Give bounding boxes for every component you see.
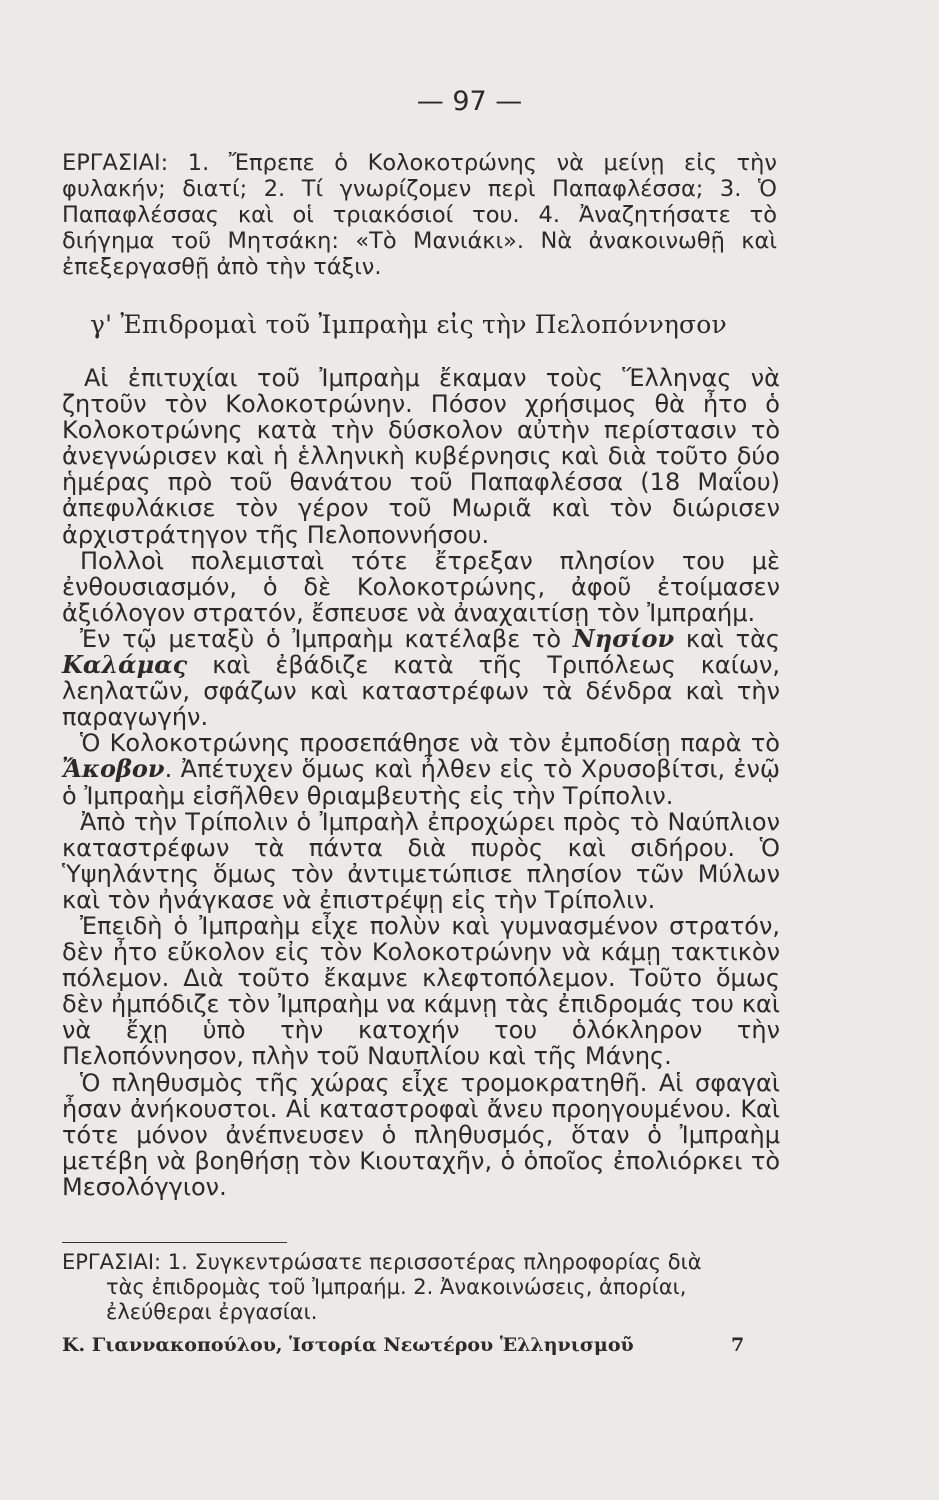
paragraph: Ὁ πληθυσμὸς τῆς χώρας εἶχε τρομοκρατηθῆ. Αἱ σφαγαὶ ἦσαν ἀνήκουστοι. Αἱ καταστροφαὶ ἄνευ προηγουμένου. Καὶ τότε μόνον ἀνέπνευσεν ὁ πληθυσμός, ὅταν ὁ Ἰμπραὴμ μετέβη νὰ βοηθήσῃ τὸν Κιουταχῆν, ὁ ὁποῖος ἐπολιόρκει τὸ Μεσολόγγιον. — [62, 1068, 780, 1201]
exercises-label: ΕΡΓΑΣΙΑΙ: — [62, 1250, 162, 1274]
exercises-bottom — [62, 1250, 777, 1325]
signature-number: 7 — [731, 1334, 745, 1356]
paragraph-text: Ἐν τῷ μεταξὺ ὁ Ἰμπραὴμ κατέλαβε τὸ — [80, 624, 573, 653]
place-name-kalamas: Καλάμας — [62, 650, 188, 680]
paragraph-text: Ὁ Κολοκοτρώνης προσεπάθησε νὰ τὸν ἐμποδίσῃ παρὰ τὸ — [80, 729, 780, 758]
exercises-text: 1. Συγκεντρώσατε περισσοτέρας πληροφορίας διὰ — [161, 1250, 702, 1274]
paragraph-text: . Ἀπέτυχεν ὅμως καὶ ἦλθεν εἰς τὸ Χρυσοβίτσι, ἐνῷ ὁ Ἰμπραὴμ εἰσῆλθεν θριαμβευτὴς εἰς τὴν Τρίπολιν. — [62, 755, 780, 810]
body-text — [62, 365, 780, 1200]
paragraph-text: καὶ τὰς — [674, 624, 780, 653]
exercises-top — [62, 150, 777, 280]
page-number: — 97 — — [416, 86, 523, 117]
paragraph — [62, 623, 780, 732]
paragraph: Πολλοὶ πολεμισταὶ τότε ἔτρεξαν πλησίον του μὲ ἐνθουσιασμόν, ὁ δὲ Κολοκοτρώνης, ἀφοῦ ἐτοίμασεν ἀξιόλογον στρατόν, ἔσπευσε νὰ ἀναχαιτίσῃ τὸν Ἰμπραήμ. — [62, 546, 780, 627]
place-name-akovon: Ἄκοβον — [62, 754, 165, 784]
footnote-rule — [62, 1242, 287, 1243]
place-name-nision: Νησίον — [572, 623, 675, 653]
paragraph: Αἱ ἐπιτυχίαι τοῦ Ἰμπραὴμ ἔκαμαν τοὺς Ἕλληνας νὰ ζητοῦν τὸν Κολοκοτρώνην. Πόσον χρήσιμος θὰ ἦτο ὁ Κολοκοτρώνης κατὰ τὴν δύσκολον αὐτὴν περίστασιν τὸ ἀνεγνώρισεν καὶ ἡ ἑλληνικὴ κυβέρνησις καὶ διὰ τοῦτο δύο ἡμέρας πρὸ τοῦ θανάτου τοῦ Παπαφλέσσα (18 Μαΐου) ἀπεφυλάκισε τὸν γέρον τοῦ Μωριᾶ καὶ τὸν διώρισεν ἀρχιστράτηγον τῆς Πελοποννήσου. — [62, 364, 780, 549]
exercises-label: ΕΡΓΑΣΙΑΙ: — [62, 150, 169, 176]
paragraph: Ἀπὸ τὴν Τρίπολιν ὁ Ἰμπραὴλ ἐπροχώρει πρὸς τὸ Ναύπλιον καταστρέφων τὰ πάντα διὰ πυρὸς καὶ σιδήρου. Ὁ Ὑψηλάντης ὅμως τὸν ἀντιμετώπισε πλησίον τῶν Μύλων καὶ τὸν ἠνάγκασε νὰ ἐπιστρέψῃ εἰς τὴν Τρίπολιν. — [62, 807, 780, 914]
exercises-text: 1. Ἔπρεπε ὁ Κολοκοτρώνης νὰ μείνῃ εἰς τὴν φυλακήν; διατί; 2. Τί γνωρίζομεν περὶ Παπαφλέσσα; 3. Ὁ Παπαφλέσσας καὶ οἱ τριακόσιοί του. 4. Ἀναζητήσατε τὸ διήγημα τοῦ Μητσάκη: «Τὸ Μανιάκι». Νὰ ἀνακοινωθῇ καὶ ἐπεξεργασθῇ ἀπὸ τὴν τάξιν. — [62, 150, 777, 280]
exercises-text: ἐλεύθεραι ἐργασίαι. — [106, 1300, 318, 1324]
paragraph: Ἐπειδὴ ὁ Ἰμπραὴμ εἶχε πολὺν καὶ γυμνασμένον στρατόν, δὲν ἦτο εὔκολον εἰς τὸν Κολοκοτρώνην νὰ κάμῃ τακτικὸν πόλεμον. Διὰ τοῦτο ἔκαμνε κλεφτοπόλεμον. Τοῦτο ὅμως δὲν ἠμπόδιζε τὸν Ἰμπραὴμ να κάμνῃ τὰς ἐπιδρομάς του καὶ νὰ ἔχῃ ὑπὸ τὴν κατοχήν του ὁλόκληρον τὴν Πελοπόννησον, πλὴν τοῦ Ναυπλίου καὶ τῆς Μάνης. — [62, 911, 780, 1071]
paragraph-text: καὶ ἐβάδιζε κατὰ τῆς Τριπόλεως καίων, λεηλατῶν, σφάζων καὶ καταστρέφων τὰ δένδρα καὶ τὴν παραγωγήν. — [62, 651, 780, 732]
exercises-text: τὰς ἐπιδρομὰς τοῦ Ἰμπραήμ. 2. Ἀνακοινώσεις, ἀπορίαι, — [106, 1275, 687, 1299]
section-heading: γ' Ἐπιδρομαὶ τοῦ Ἰμπραὴμ εἰς τὴν Πελοπόννησον — [90, 310, 727, 339]
paragraph — [62, 730, 780, 808]
book-footer: Κ. Γιαννακοπούλου, Ἱστορία Νεωτέρου Ἑλληνισμοῦ — [62, 1334, 634, 1356]
